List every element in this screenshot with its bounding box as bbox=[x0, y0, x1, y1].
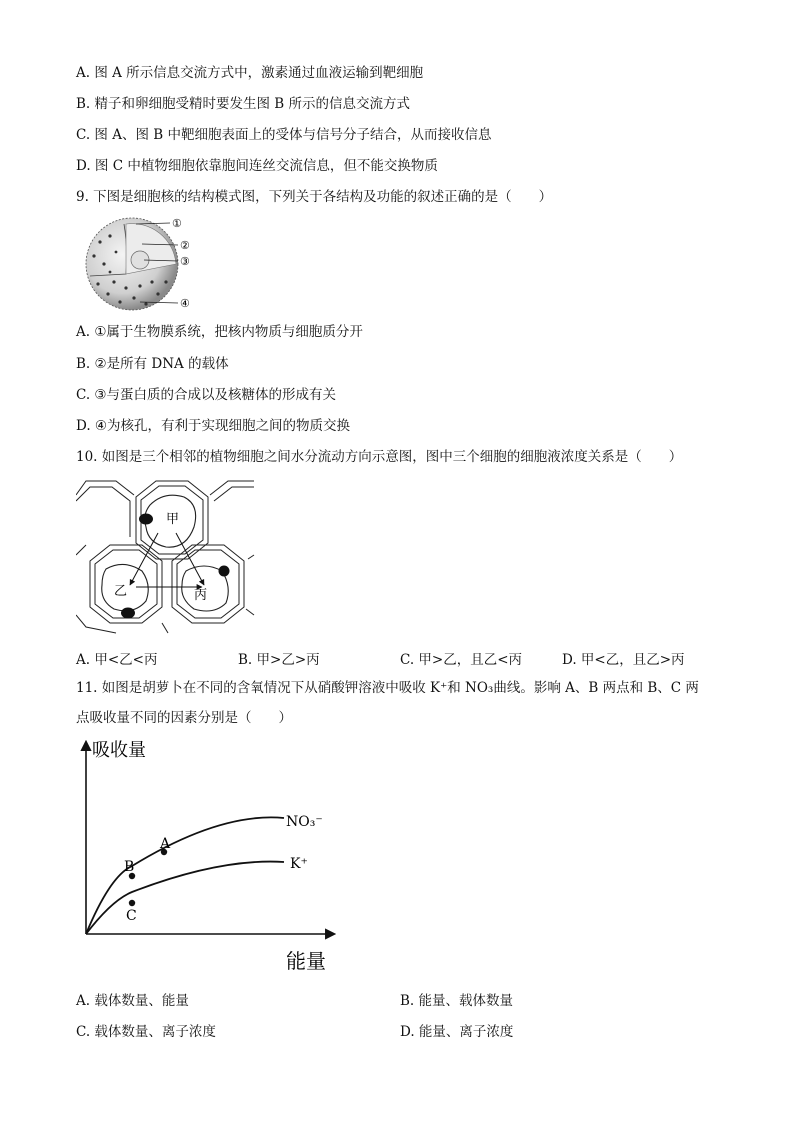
q11-option-a: A. 载体数量、能量 bbox=[76, 993, 189, 1009]
q8-option-b: B. 精子和卵细胞受精时要发生图 B 所示的信息交流方式 bbox=[76, 96, 411, 112]
q11-stem-line1: 11. 如图是胡萝卜在不同的含氧情况下从硝酸钾溶液中吸收 K⁺和 NO₃曲线。影响 A、B 两点和 B、C 两 bbox=[76, 680, 699, 696]
label-yi: 乙 bbox=[114, 584, 128, 599]
series-line-no3 bbox=[86, 817, 284, 934]
q8-option-d: D. 图 C 中植物细胞依靠胞间连丝交流信息，但不能交换物质 bbox=[76, 158, 438, 174]
q10-option-c: C. 甲>乙，且乙<丙 bbox=[400, 652, 523, 668]
q11-option-b: B. 能量、载体数量 bbox=[400, 993, 514, 1009]
q8-option-a: A. 图 A 所示信息交流方式中，激素通过血液运输到靶细胞 bbox=[76, 65, 424, 81]
q10-option-b: B. 甲>乙>丙 bbox=[238, 652, 320, 668]
label-jia: 甲 bbox=[166, 512, 180, 527]
q10-stem: 10. 如图是三个相邻的植物细胞之间水分流动方向示意图，图中三个细胞的细胞液浓度关系是（ ） bbox=[76, 449, 683, 465]
series-label-k: K⁺ bbox=[290, 856, 308, 872]
series-label-no3: NO₃⁻ bbox=[286, 814, 323, 830]
q10-option-a: A. 甲<乙<丙 bbox=[76, 652, 158, 668]
y-axis-label: 吸收量 bbox=[92, 740, 146, 761]
absorption-chart bbox=[70, 736, 350, 976]
nucleus-bing bbox=[219, 566, 230, 577]
label-bing: 丙 bbox=[194, 588, 208, 603]
x-axis-label: 能量 bbox=[286, 949, 326, 973]
arrow-jia-to-yi bbox=[130, 533, 158, 585]
point-b-label: B bbox=[124, 859, 135, 875]
label-3: ③ bbox=[180, 255, 190, 268]
cell-walls bbox=[76, 481, 254, 633]
q11-stem-line2: 点吸收量不同的因素分别是（ ） bbox=[76, 710, 292, 726]
q9-stem: 9. 下图是细胞核的结构模式图，下列关于各结构及功能的叙述正确的是（ ） bbox=[76, 189, 553, 205]
plant-cells-figure bbox=[76, 475, 256, 635]
q11-option-c: C. 载体数量、离子浓度 bbox=[76, 1024, 216, 1040]
q10-option-d: D. 甲<乙，且乙>丙 bbox=[562, 652, 685, 668]
label-2: ② bbox=[180, 239, 190, 252]
label-4: ④ bbox=[180, 297, 190, 310]
point-a-label: A bbox=[160, 836, 171, 852]
q11-option-d: D. 能量、离子浓度 bbox=[400, 1024, 514, 1040]
q9-option-a: A. ①属于生物膜系统，把核内物质与细胞质分开 bbox=[76, 324, 363, 340]
nucleus-yi bbox=[121, 608, 135, 619]
q9-option-b: B. ②是所有 DNA 的载体 bbox=[76, 356, 229, 372]
label-1: ① bbox=[172, 217, 182, 230]
point-c-label: C bbox=[126, 908, 137, 924]
series-line-k bbox=[86, 862, 284, 934]
nucleus-jia bbox=[139, 514, 153, 525]
nucleus-figure bbox=[80, 212, 210, 318]
q8-option-c: C. 图 A、图 B 中靶细胞表面上的受体与信号分子结合，从而接收信息 bbox=[76, 127, 492, 143]
q9-option-d: D. ④为核孔，有利于实现细胞之间的物质交换 bbox=[76, 418, 351, 434]
point-c bbox=[129, 900, 135, 906]
q9-option-c: C. ③与蛋白质的合成以及核糖体的形成有关 bbox=[76, 387, 337, 403]
